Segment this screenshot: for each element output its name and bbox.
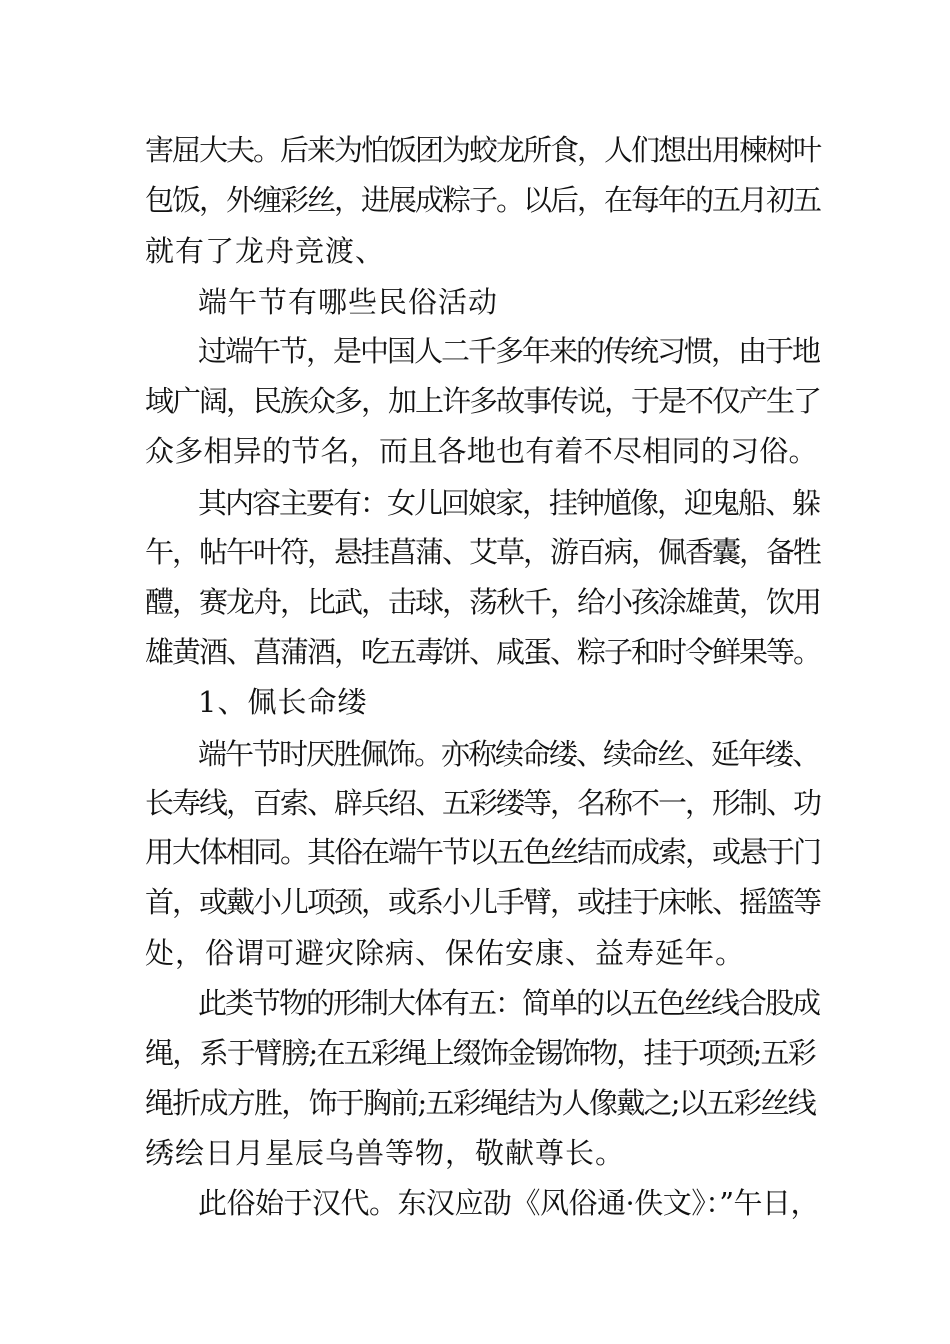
text-line: 午，帖午叶符，悬挂菖蒲、艾草，游百病，佩香囊，备牲 [145, 535, 821, 569]
text-line: 长寿线，百索、辟兵绍、五彩缕等，名称不一，形制、功 [145, 786, 821, 820]
paragraph-start: 此类节物的形制大体有五：简单的以五色丝线合股成 [198, 986, 820, 1020]
section-heading: 1、佩长命缕 [198, 685, 368, 719]
text-line: 绳折成方胜，饰于胸前;五彩绳结为人像戴之;以五彩丝线 [145, 1086, 816, 1120]
text-line: 包饭，外缠彩丝，进展成粽子。以后，在每年的五月初五 [145, 183, 821, 217]
text-line: 处，俗谓可避灾除病、保佑安康、益寿延年。 [145, 936, 746, 970]
text-line: 绣绘日月星辰乌兽等物，敬献尊长。 [145, 1136, 626, 1170]
text-line: 就有了龙舟竞渡、 [145, 234, 386, 268]
text-line: 害屈大夫。后来为怕饭团为蛟龙所食，人们想出用楝树叶 [145, 133, 821, 167]
text-line: 雄黄酒、菖蒲酒，吃五毒饼、咸蛋、粽子和时令鲜果等。 [145, 635, 821, 669]
paragraph-start: 过端午节，是中国人二千多年来的传统习惯，由于地 [198, 334, 820, 368]
text-line: 醴，赛龙舟，比武，击球，荡秋千，给小孩涂雄黄，饮用 [145, 585, 821, 619]
text-line: 首，或戴小儿项颈，或系小儿手臂，或挂于床帐、摇篮等 [145, 885, 821, 919]
section-heading: 端午节有哪些民俗活动 [198, 285, 499, 319]
paragraph-start: 端午节时厌胜佩饰。亦称续命缕、续命丝、延年缕、 [198, 737, 820, 771]
text-line: 众多相异的节名，而且各地也有着不尽相同的习俗。 [145, 434, 818, 468]
text-line: 用大体相同。其俗在端午节以五色丝结而成索，或悬于门 [145, 835, 821, 869]
text-line: 绳，系于臂膀;在五彩绳上缀饰金锡饰物，挂于项颈;五彩 [145, 1036, 816, 1070]
text-line: 域广阔，民族众多，加上许多故事传说，于是不仅产生了 [145, 384, 821, 418]
paragraph-start: 其内容主要有：女儿回娘家，挂钟馗像，迎鬼船、躲 [198, 486, 820, 520]
paragraph-start: 此俗始于汉代。东汉应劭《风俗通·佚文》：”午日， [198, 1186, 820, 1220]
